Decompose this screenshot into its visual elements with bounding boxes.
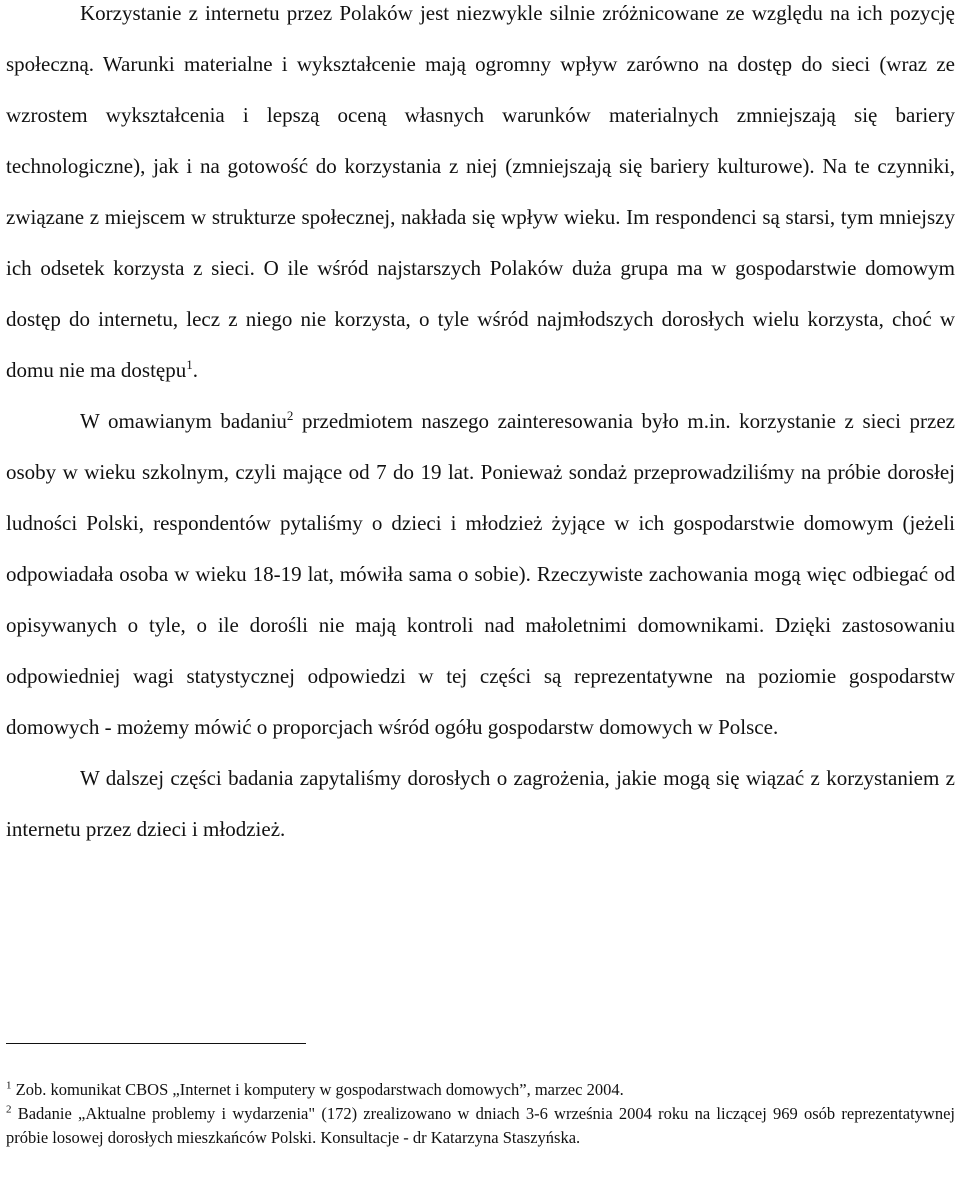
paragraph-text: Korzystanie z internetu przez Polaków jest niezwykle silnie zróżnicowane ze względu na ich pozycję społeczną. Warunki materialne i wykształcenie mają ogromny wpływ zarówno na dostęp do sieci (wraz ze wzrostem wykształcenia i lepszą oceną własnych warunków materialnych zmniejszają się bariery technologiczne), jak i na gotowość do korzystania z niej (zmniejszają się bariery kulturowe). Na te czynniki, związane z miejscem w strukturze społecznej, nakłada się wpływ wieku. Im respondenci są starsi, tym mniejszy ich odsetek korzysta z sieci. O ile wśród najstarszych Polaków duża grupa ma w gospodarstwie domowym dostęp do internetu, lecz z niego nie korzysta, o tyle wśród najmłodszych dorosłych wielu korzysta, choć w domu nie ma dostępu	[6, 1, 955, 382]
footnote-2	[6, 1102, 955, 1150]
footnote-separator	[6, 1043, 306, 1044]
footnotes	[6, 1078, 955, 1150]
paragraph-text-end: przedmiotem naszego zainteresowania było m.in. korzystanie z sieci przez osoby w wieku szkolnym, czyli mające od 7 do 19 lat. Ponieważ sondaż przeprowadziliśmy na próbie dorosłej ludności Polski, respondentów pytaliśmy o dzieci i młodzież żyjące w ich gospodarstwie domowym (jeżeli odpowiadała osoba w wieku 18-19 lat, mówiła sama o sobie). Rzeczywiste zachowania mogą więc odbiegać od opisywanych o tyle, o ile dorośli nie mają kontroli nad małoletnimi domownikami. Dzięki zastosowaniu odpowiedniej wagi statystycznej odpowiedzi w tej części są reprezentatywne na poziomie gospodarstw domowych - możemy mówić o proporcjach wśród ogółu gospodarstw domowych w Polsce.	[6, 409, 955, 739]
footnote-marker: 1	[6, 1079, 12, 1092]
paragraph-threats	[6, 753, 955, 855]
footnote-1	[6, 1078, 955, 1102]
paragraph-text: W dalszej części badania zapytaliśmy dorosłych o zagrożenia, jakie mogą się wiązać z korzystaniem z internetu przez dzieci i młodzież.	[6, 766, 955, 841]
paragraph-study-scope	[6, 396, 955, 753]
footnote-text: Zob. komunikat CBOS „Internet i komputery w gospodarstwach domowych”, marzec 2004.	[11, 1080, 624, 1099]
document-body	[6, 0, 955, 855]
footnote-marker: 2	[6, 1103, 12, 1116]
paragraph-text: W omawianym badaniu	[80, 409, 287, 433]
footnote-text: Badanie „Aktualne problemy i wydarzenia" (172) zrealizowano w dniach 3-6 września 2004 roku na liczącej 969 osób reprezentatywnej próbie losowej dorosłych mieszkańców Polski. Konsultacje - dr Katarzyna Staszyńska.	[6, 1104, 955, 1147]
paragraph-internet-usage	[6, 0, 955, 396]
paragraph-text-end: .	[192, 358, 198, 382]
footnote-ref-1: 1	[186, 357, 193, 372]
footnote-ref-2: 2	[286, 408, 294, 423]
